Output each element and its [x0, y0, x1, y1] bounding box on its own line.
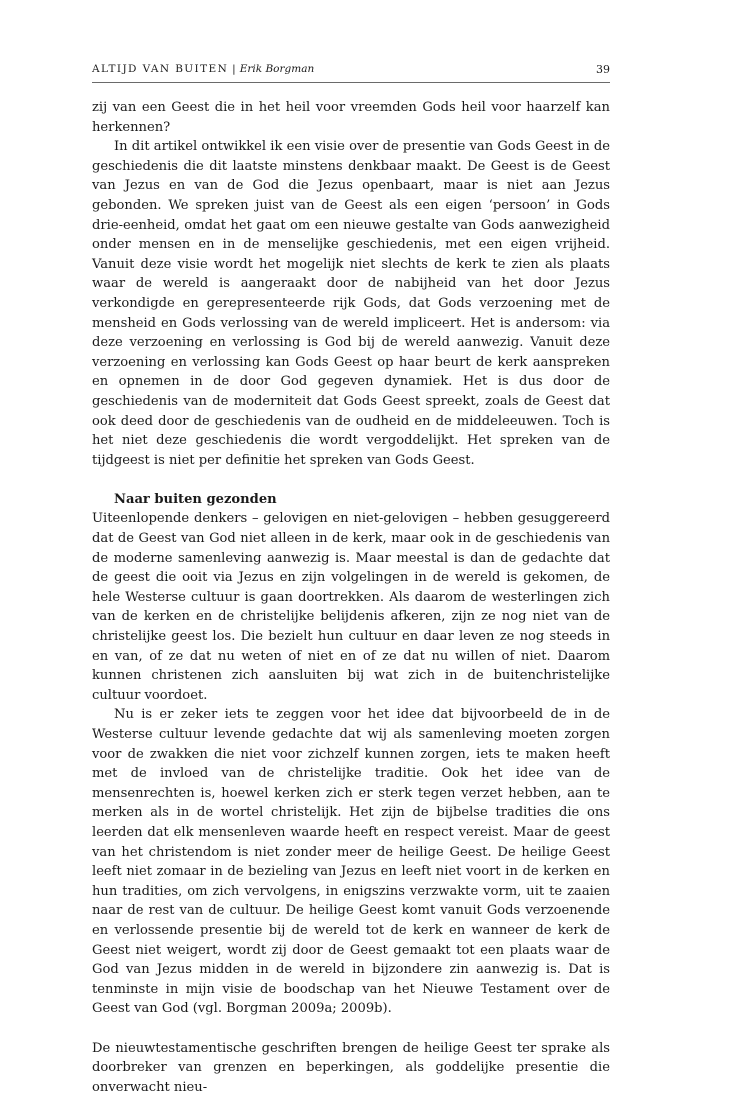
paragraph-continuation: zij van een Geest die in het heil voor vreemden Gods heil voor haarzelf kan herkennen?	[92, 98, 610, 137]
paragraph: In dit artikel ontwikkel ik een visie over de presentie van Gods Geest in de geschiedenis die dit laatste minstens denkbaar maakt. De Geest is de Geest van Jezus en van de God die Jezus openbaart, maar is niet aan Jezus gebonden. We spreken juist van de Geest als een eigen ‘persoon’ in Gods drie-eenheid, omdat het gaat om een nieuwe gestalte van Gods aanwezigheid onder mensen en in de menselijke geschiedenis, met een eigen vrijheid. Vanuit deze visie wordt het mogelijk niet slechts de kerk te zien als plaats waar de wereld is aangeraakt door de nabijheid van het door Jezus verkondigde en gerepresenteerde rijk Gods, dat Gods verzoening met de mensheid en Gods verlossing van de wereld impliceert. Het is andersom: via deze verzoening en verlossing is God bij de wereld aanwezig. Vanuit deze verzoening en verlossing kan Gods Geest op haar beurt de kerk aanspreken en opnemen in de door God gegeven dynamiek. Het is dus door de geschiedenis van de moderniteit dat Gods Geest spreekt, zoals de Geest dat ook deed door de geschiedenis van de oudheid en de middeleeuwen. Toch is het niet deze geschiedenis die wordt vergoddelijkt. Het spreken van de tijdgeest is niet per definitie het spreken van Gods Geest.	[92, 137, 610, 470]
body-text	[92, 98, 610, 1097]
paragraph: De nieuwtestamentische geschriften brengen de heilige Geest ter sprake als doorbreker van grenzen en beperkingen, als goddelijke presentie die onverwacht nieu-	[92, 1039, 610, 1097]
author-name: Erik Borgman	[240, 63, 315, 75]
running-head	[92, 63, 610, 81]
running-head-title	[92, 63, 314, 75]
section-heading: Naar buiten gezonden	[92, 490, 610, 510]
header-rule	[92, 82, 610, 83]
page-number: 39	[596, 63, 610, 76]
paragraph: Uiteenlopende denkers – gelovigen en niet-gelovigen – hebben gesuggereerd dat de Geest van God niet alleen in de kerk, maar ook in de geschiedenis van de moderne samenleving aanwezig is. Maar meestal is dan de gedachte dat de geest die ooit via Jezus en zijn volgelingen in de wereld is gekomen, de hele Westerse cultuur is gaan doortrekken. Als daarom de westerlingen zich van de kerken en de christelijke belijdenis afkeren, zijn ze nog niet van de christelijke geest los. Die bezielt hun cultuur en daar leven ze nog steeds in en van, of ze dat nu weten of niet en of ze dat nu willen of niet. Daarom kunnen christenen zich aansluiten bij wat zich in de buitenchristelijke cultuur voordoet.	[92, 509, 610, 705]
book-title: ALTIJD VAN BUITEN	[92, 63, 228, 75]
header-separator: |	[232, 63, 236, 75]
paragraph: Nu is er zeker iets te zeggen voor het idee dat bijvoorbeeld de in de Westerse cultuur levende gedachte dat wij als samenleving moeten zorgen voor de zwakken die niet voor zichzelf kunnen zorgen, iets te maken heeft met de invloed van de christelijke traditie. Ook het idee van de mensenrechten is, hoewel kerken zich er sterk tegen verzet hebben, aan te merken als in de wortel christelijk. Het zijn de bijbelse tradities die ons leerden dat elk mensenleven waarde heeft en respect vereist. Maar de geest van het christendom is niet zonder meer de heilige Geest. De heilige Geest leeft niet zomaar in de bezieling van Jezus en leeft niet voort in de kerken en hun tradities, om zich vervolgens, in enigszins verzwakte vorm, uit te zaaien naar de rest van de cultuur. De heilige Geest komt vanuit Gods verzoenende en verlossende presentie bij de wereld tot de kerk en wanneer de kerk de Geest niet weigert, wordt zij door de Geest gemaakt tot een plaats waar de God van Jezus midden in de wereld in bijzondere zin aanwezig is. Dat is tenminste in mijn visie de boodschap van het Nieuwe Testament over de Geest van God (vgl. Borgman 2009a; 2009b).	[92, 705, 610, 1019]
